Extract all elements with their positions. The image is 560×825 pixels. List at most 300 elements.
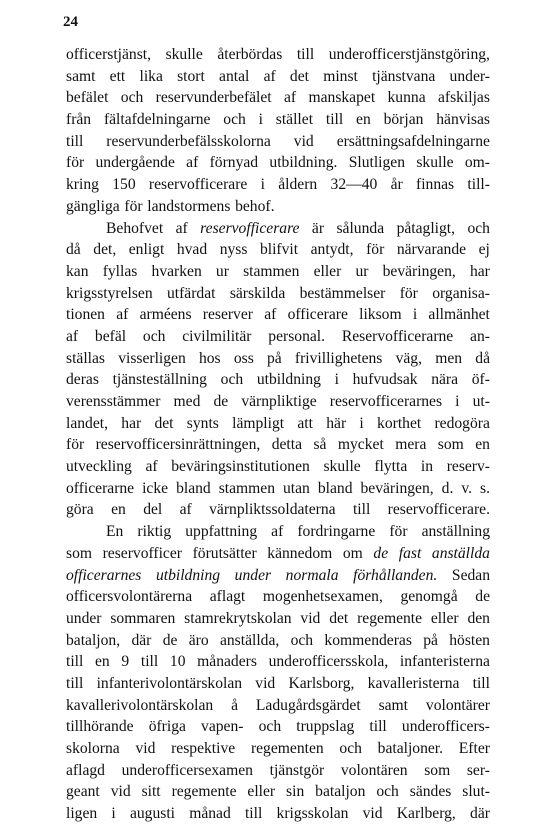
word: sommaren	[110, 609, 176, 627]
word: en	[95, 653, 110, 671]
word: hufvudsak	[352, 371, 418, 389]
text-line	[66, 326, 490, 348]
word: för	[66, 436, 85, 454]
text-line	[66, 152, 490, 174]
word: reserv-	[446, 458, 490, 476]
word: regementen	[250, 740, 324, 757]
word: fyllas	[102, 262, 138, 280]
word: Karlsborg,	[288, 674, 355, 692]
word: af	[271, 523, 284, 541]
word: af	[284, 89, 297, 107]
word: till	[369, 718, 387, 736]
word: utveckling	[66, 458, 132, 476]
word: mera	[395, 436, 427, 454]
word: reservofficerare	[148, 176, 248, 194]
text-line	[66, 131, 490, 153]
word: arméens	[139, 306, 192, 324]
word: till	[352, 501, 371, 519]
word: att	[297, 414, 313, 432]
word: hänvisas	[436, 111, 490, 129]
text-line	[66, 543, 490, 565]
text-line	[66, 456, 490, 478]
word: 9	[121, 653, 130, 671]
word: kavallerivolontärskolan	[66, 696, 214, 714]
word: å	[231, 696, 239, 714]
text-line	[66, 348, 490, 370]
word: behof.	[235, 197, 275, 215]
word: öf-	[471, 371, 490, 389]
word: vid	[110, 783, 131, 801]
word: slut-	[462, 783, 490, 801]
text-line	[66, 261, 490, 283]
word: skolorna	[66, 740, 120, 757]
word: officerstjänst,	[66, 46, 152, 63]
word: skulle	[165, 46, 203, 63]
word: har	[121, 414, 142, 432]
text-line	[66, 283, 490, 305]
word: s.	[480, 479, 490, 497]
word: regemente	[171, 783, 237, 801]
word: officerare	[287, 306, 348, 324]
word: till	[325, 111, 344, 129]
word: geant	[66, 783, 100, 801]
word: med	[173, 393, 201, 410]
word: befäl	[94, 327, 127, 345]
word: beväringen,	[382, 262, 456, 280]
word: förutsätter	[192, 544, 257, 562]
word: reservunderbefälsskolorna	[106, 132, 271, 150]
word: och	[290, 631, 314, 649]
text-line	[66, 239, 490, 261]
word: 150	[112, 176, 136, 194]
word: sändes	[409, 783, 452, 801]
word: ställas	[66, 349, 105, 367]
word: officerarnes	[66, 566, 142, 584]
word: underofficersskola,	[268, 653, 389, 671]
word: officersvolontärerna	[66, 588, 193, 606]
word: om	[342, 544, 363, 562]
text-line	[66, 803, 490, 825]
word: bestämmelser	[299, 284, 386, 302]
word: här	[326, 414, 347, 432]
word: de	[475, 588, 490, 606]
text-line	[66, 586, 490, 608]
word: på	[266, 349, 282, 367]
word: månaders	[197, 653, 257, 671]
word: är	[311, 219, 325, 237]
word: åldern	[278, 176, 318, 194]
word: af	[264, 306, 277, 324]
word: ur	[215, 262, 229, 280]
word: i	[258, 111, 263, 129]
word: truppslag	[296, 718, 355, 736]
word: tjänstvana	[372, 67, 436, 85]
word: aflagd	[66, 761, 105, 779]
word: förnyad	[209, 154, 259, 172]
word: om-	[464, 154, 490, 172]
word: men	[435, 349, 463, 367]
word: anställning	[421, 523, 490, 541]
word: gängliga	[66, 197, 120, 215]
word: tillhörande	[66, 718, 134, 736]
word: kavalleristerna	[367, 674, 460, 692]
word: reservofficerare	[200, 219, 300, 237]
word: år	[390, 176, 403, 194]
text-line	[66, 760, 490, 782]
word: utbildning	[256, 371, 321, 389]
text-line	[66, 174, 490, 196]
word: augusti	[129, 805, 175, 823]
text-line	[66, 87, 490, 109]
word: för	[124, 197, 143, 215]
word: samt	[66, 67, 96, 85]
word: nära	[431, 371, 459, 389]
word: värnpliktige	[241, 393, 317, 410]
word: äro	[188, 631, 209, 649]
word: af	[263, 67, 276, 85]
word: kring	[66, 176, 99, 194]
word: blifvit	[259, 241, 299, 259]
word: till-	[467, 176, 490, 194]
word: beväringen,	[360, 479, 434, 497]
word: stamrekrytskolan	[184, 609, 292, 627]
body-text	[66, 44, 490, 825]
word: utan	[283, 479, 310, 497]
word: till	[66, 653, 84, 671]
text-line	[66, 608, 490, 630]
word: afskiljas	[437, 89, 490, 107]
word: antal	[219, 67, 250, 85]
word: stammen	[243, 262, 300, 280]
word: reservofficerare.	[387, 501, 490, 519]
word: och	[376, 783, 399, 801]
word: officerarne	[66, 479, 135, 497]
word: och	[258, 718, 282, 736]
word: en	[475, 436, 490, 454]
word: En	[106, 523, 124, 541]
word: förhållanden.	[353, 566, 438, 584]
word: respektive	[171, 740, 236, 757]
word: bland	[317, 479, 353, 497]
word: oss	[233, 349, 254, 367]
word: vid	[255, 674, 276, 692]
word: civilmilitär	[182, 327, 252, 345]
word: bland	[176, 479, 211, 497]
word: skulle	[323, 458, 361, 476]
word: eller	[313, 262, 342, 280]
word: v.	[461, 479, 473, 497]
word: i	[334, 371, 339, 389]
word: för	[399, 284, 418, 302]
word: som	[437, 436, 464, 454]
word: riktig	[137, 523, 172, 541]
word: regemente	[357, 609, 423, 627]
text-line	[66, 196, 490, 218]
word: flytta	[374, 458, 408, 476]
text-line	[66, 369, 490, 391]
word: af	[186, 154, 199, 172]
word: genomgå	[400, 588, 458, 606]
word: där	[131, 631, 152, 649]
word: vid	[135, 740, 156, 757]
word: till	[296, 46, 315, 63]
word: Slutligen	[348, 154, 406, 172]
word: frivillighetens	[294, 349, 383, 367]
word: påtagligt,	[396, 219, 456, 237]
word: det	[329, 609, 349, 627]
word: eller	[247, 783, 276, 801]
word: reservofficersinrättningen,	[95, 436, 261, 454]
word: återbördas	[217, 46, 283, 63]
word: uppfattning	[185, 523, 258, 541]
word: lämpligt	[232, 414, 285, 432]
word: och	[220, 371, 244, 389]
word: sitt	[141, 783, 161, 801]
word: till	[472, 674, 490, 692]
word: en	[111, 501, 126, 519]
word: Efter	[458, 740, 490, 757]
word: de	[373, 544, 389, 562]
word: har	[469, 262, 490, 280]
word: Sedan	[451, 566, 490, 584]
word: af	[179, 501, 192, 519]
word: värnpliktssoldaterna	[209, 501, 336, 519]
word: synts	[186, 414, 219, 432]
word: början	[383, 111, 424, 129]
word: infanteristerna	[399, 653, 490, 671]
text-line	[66, 695, 490, 717]
word: allmänhet	[428, 306, 490, 324]
text-line	[66, 434, 490, 456]
word: liksom	[359, 306, 402, 324]
word: bataljoner.	[377, 740, 444, 757]
word: vid	[300, 609, 321, 627]
word: icke	[142, 479, 169, 497]
word: stammen	[218, 479, 276, 497]
word: ersättningsafdelningarne	[336, 132, 490, 150]
word: utfärdat	[166, 284, 216, 302]
word: ett	[109, 67, 126, 85]
word: in	[420, 458, 434, 476]
word: till	[66, 674, 84, 692]
word: underofficers-	[401, 718, 490, 736]
word: hvad	[176, 241, 208, 259]
word: 32—40	[330, 176, 378, 194]
word: i	[359, 414, 364, 432]
word: stället	[275, 111, 314, 129]
word: detta	[271, 436, 303, 454]
word: för	[366, 241, 385, 259]
word: kunna	[387, 89, 426, 107]
word: befälet	[66, 89, 109, 107]
word: verensstämmer	[66, 393, 161, 410]
text-line	[66, 521, 490, 543]
word: visserligen	[118, 349, 186, 367]
word: krigsstyrelsen	[66, 284, 153, 302]
word: öfriga	[148, 718, 186, 736]
word: i	[412, 306, 418, 324]
word: under-	[449, 67, 490, 85]
word: och	[142, 327, 166, 345]
word: och	[120, 89, 144, 107]
word: reserver	[202, 306, 253, 324]
text-line	[66, 44, 490, 66]
word: tionen	[66, 306, 105, 324]
word: skulle	[416, 154, 454, 172]
word: i	[111, 805, 116, 823]
word: de	[213, 393, 229, 410]
word: bataljon	[315, 783, 366, 801]
word: en	[356, 111, 371, 129]
text-line	[66, 478, 490, 500]
word: Ladugårdsgärdet	[255, 696, 361, 714]
text-line	[66, 413, 490, 435]
word: landet,	[66, 414, 108, 432]
word: undergående	[95, 154, 175, 172]
word: landstormens	[147, 197, 231, 215]
word: och	[467, 219, 490, 237]
text-line	[66, 109, 490, 131]
word: ut-	[472, 393, 490, 410]
word: under	[66, 609, 102, 627]
word: då	[66, 241, 81, 259]
word: kan	[66, 262, 89, 280]
text-line	[66, 391, 490, 413]
word: kännedom	[267, 544, 333, 562]
word: väg,	[395, 349, 422, 367]
text-line	[66, 499, 490, 521]
word: fordringarne	[297, 523, 376, 541]
word: det	[289, 67, 309, 85]
word: närvarande	[396, 241, 467, 259]
word: Behofvet	[106, 219, 164, 237]
word: för	[66, 154, 85, 172]
word: Karlberg,	[396, 805, 456, 823]
text-line	[66, 565, 490, 587]
word: korthet	[377, 414, 422, 432]
word: som	[66, 544, 92, 562]
word: personal.	[268, 327, 326, 345]
word: hos	[198, 349, 221, 367]
word: till	[66, 132, 84, 150]
word: nyss	[219, 241, 248, 259]
word: månad	[189, 805, 231, 823]
word: ej	[478, 241, 490, 259]
word: vid	[293, 132, 314, 150]
word: mycket	[337, 436, 384, 454]
word: del	[143, 501, 163, 519]
word: det	[154, 414, 174, 432]
word: d.	[441, 479, 454, 497]
word: det,	[93, 241, 117, 259]
word: utbildning.	[269, 154, 338, 172]
word: ur	[355, 262, 369, 280]
word: ligen	[66, 805, 98, 823]
word: sålunda	[336, 219, 385, 237]
word: från	[66, 111, 92, 129]
word: tjänstgör	[269, 761, 325, 779]
text-line	[66, 218, 490, 240]
word: underofficersexamen	[121, 761, 253, 779]
word: hvarken	[151, 262, 202, 280]
word: an-	[470, 327, 490, 345]
word: till	[244, 805, 263, 823]
word: krigsskolan	[276, 805, 349, 823]
text-line	[66, 304, 490, 326]
word: så	[313, 436, 327, 454]
text-line	[66, 716, 490, 738]
word: göra	[66, 501, 94, 519]
word: organisa-	[432, 284, 490, 302]
word: anställda	[431, 544, 490, 562]
word: aflagt	[209, 588, 246, 606]
word: infanterivolontärskolan	[96, 674, 243, 692]
word: hösten	[449, 631, 490, 649]
text-line	[66, 651, 490, 673]
word: underofficerstjänstgöring,	[328, 46, 490, 63]
word: vid	[362, 805, 383, 823]
word: af	[145, 458, 158, 476]
word: fältafdelningarne	[103, 111, 211, 129]
word: eller	[430, 609, 459, 627]
word: lika	[139, 67, 163, 85]
text-line	[66, 781, 490, 803]
word: där	[470, 805, 490, 823]
word: reservofficerarnes	[329, 393, 443, 410]
word: fast	[398, 544, 422, 562]
word: under	[234, 566, 272, 584]
word: bataljon,	[66, 631, 121, 649]
word: utbildning	[155, 566, 221, 584]
word: deras	[66, 371, 99, 389]
text-line	[66, 66, 490, 88]
word: reservunderbefälet	[155, 89, 272, 107]
text-line	[66, 738, 490, 760]
word: anställda,	[219, 631, 280, 649]
word: den	[467, 609, 490, 627]
word: enligt	[128, 241, 165, 259]
word: 10	[169, 653, 186, 671]
word: finnas	[416, 176, 455, 194]
word: i	[455, 393, 460, 410]
text-line	[66, 630, 490, 652]
word: sin	[286, 783, 305, 801]
word: vapen-	[201, 718, 244, 736]
word: och	[339, 740, 362, 757]
word: af	[175, 219, 188, 237]
word: mogenhetsexamen,	[262, 588, 383, 606]
word: stort	[177, 67, 205, 85]
word: i	[260, 176, 265, 194]
text-line	[66, 673, 490, 695]
word: för	[389, 523, 408, 541]
word: tjänsteställning	[112, 371, 207, 389]
word: särskilda	[229, 284, 286, 302]
word: af	[116, 306, 129, 324]
page-number: 24	[63, 14, 78, 30]
word: volontären	[340, 761, 408, 779]
word: på	[423, 631, 438, 649]
word: manskapet	[308, 89, 376, 107]
word: kommenderas	[324, 631, 412, 649]
word: volontärer	[425, 696, 490, 714]
word: beväringsinstitutionen	[171, 458, 310, 476]
word: redogöra	[434, 414, 490, 432]
word: antydt,	[310, 241, 354, 259]
word: normala	[285, 566, 339, 584]
word: Reservofficerarne	[341, 327, 454, 345]
word: ser-	[466, 761, 490, 779]
